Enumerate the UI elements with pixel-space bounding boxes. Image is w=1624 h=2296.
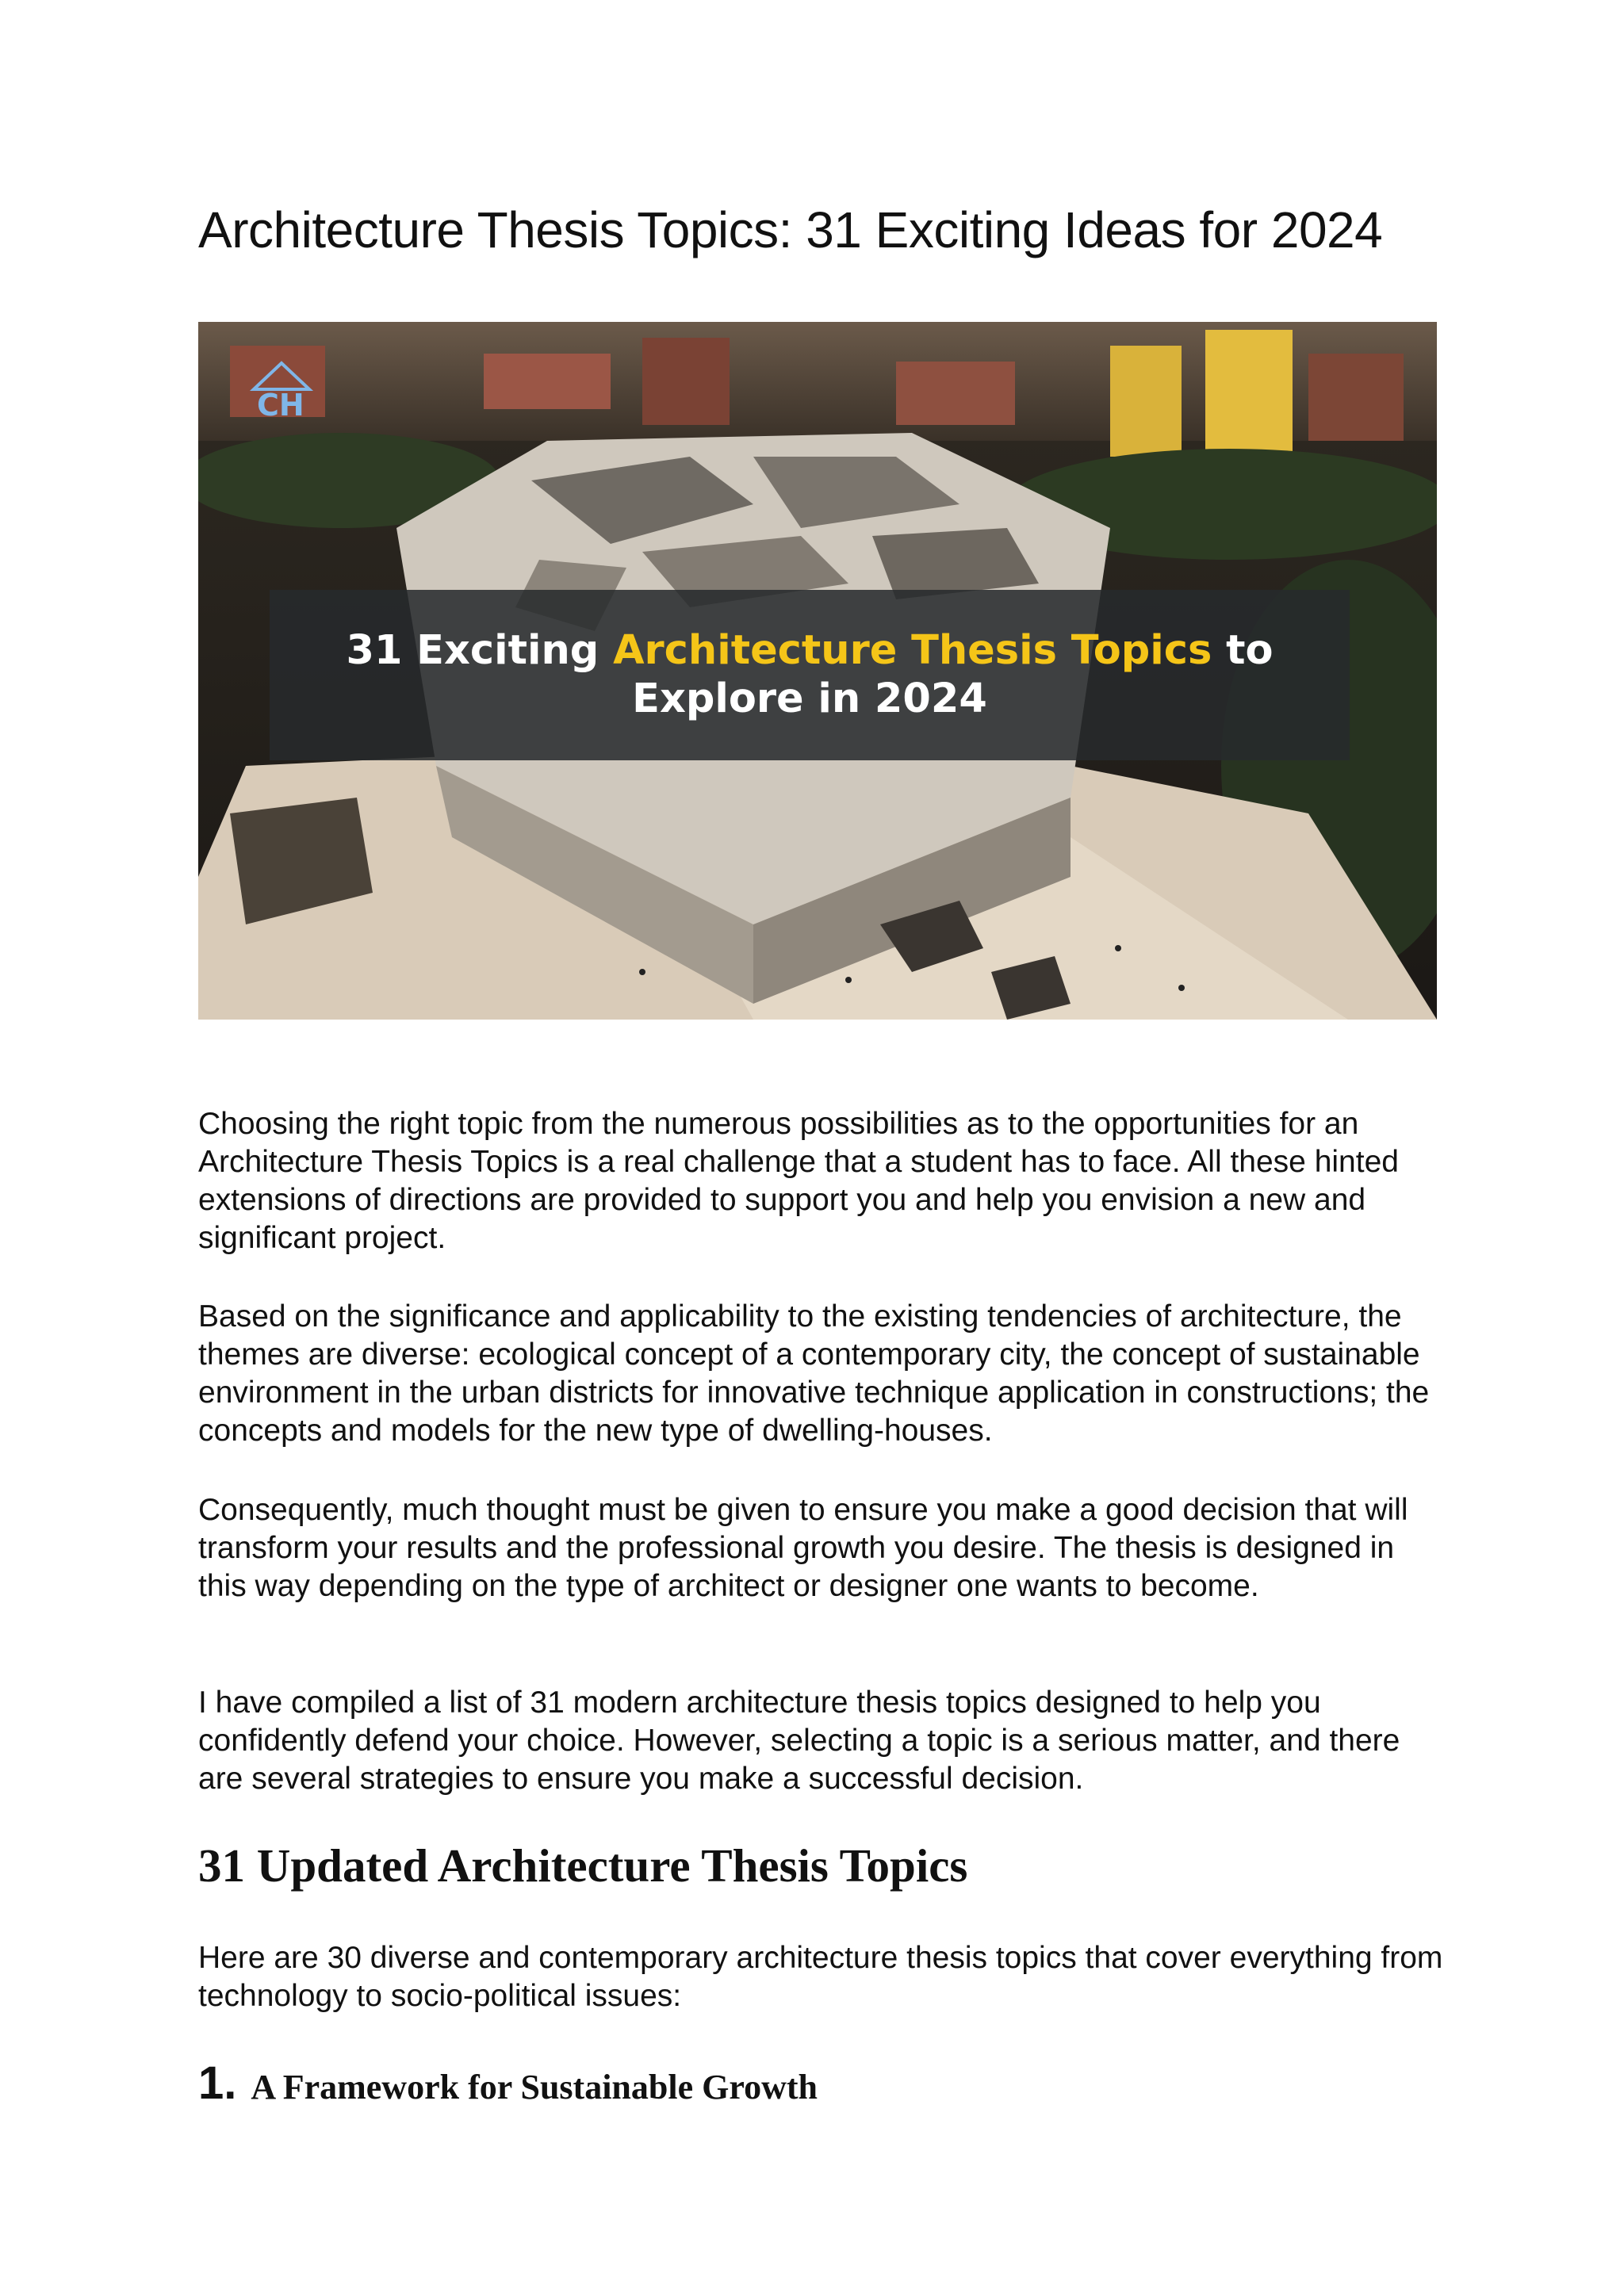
- hero-image: [198, 322, 1437, 1020]
- intro-paragraph-4: I have compiled a list of 31 modern architecture thesis topics designed to help you confidently defend your choice. However, selecting a topic is a serious matter, and there are several strategies to ensure you make a successful decision.: [198, 1686, 1400, 1796]
- section-heading: 31 Updated Architecture Thesis Topics: [198, 1839, 968, 1892]
- intro-paragraph-1: Choosing the right topic from the numerous possibilities as to the opportunities for an Architecture Thesis Topics is a real challenge that a student has to face. All these hinted extensions of directions are provided to support you and help you envision a new and significant project.: [198, 1107, 1399, 1255]
- banner-line-1: [346, 627, 1273, 675]
- banner-text-end: to: [1212, 627, 1274, 675]
- svg-text:CH: CH: [257, 388, 304, 423]
- banner-line-2: Explore in 2024: [632, 675, 987, 722]
- page-title: Architecture Thesis Topics: 31 Exciting Ideas for 2024: [198, 201, 1383, 258]
- topic-title: A Framework for Sustainable Growth: [251, 2068, 818, 2107]
- intro-paragraph-2: Based on the significance and applicability to the existing tendencies of architecture, the themes are diverse: ecological concept of a contemporary city, the concept of sustainable environment in the urban districts for innovative technique application in constructions; the concepts and models for the new type of dwelling-houses.: [198, 1299, 1430, 1448]
- section-intro: Here are 30 diverse and contemporary architecture thesis topics that cover everything from technology to socio-political issues:: [198, 1941, 1443, 2013]
- intro-paragraph-3: Consequently, much thought must be given to ensure you make a good decision that will transform your results and the professional growth you desire. The thesis is designed in this way depending on the type of architect or designer one wants to become.: [198, 1493, 1408, 1603]
- ch-logo-icon: [246, 354, 317, 425]
- topic-number: 1.: [198, 2057, 237, 2109]
- banner-highlight: Architecture Thesis Topics: [613, 627, 1212, 675]
- topic-heading-1: [198, 2057, 1443, 2110]
- banner-text-start: 31 Exciting: [346, 627, 614, 675]
- hero-banner: [270, 590, 1350, 760]
